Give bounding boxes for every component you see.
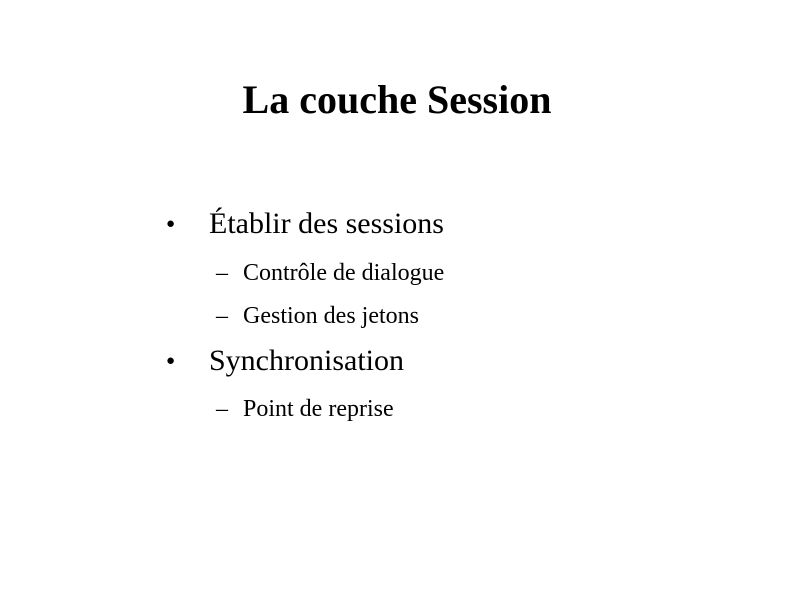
bullet-dot-icon: ● <box>166 216 176 232</box>
dash-icon: – <box>216 303 228 329</box>
dash-icon: – <box>216 396 228 422</box>
bullet-label: Établir des sessions <box>209 207 444 240</box>
subitem-label: Contrôle de dialogue <box>243 260 445 286</box>
dash-icon: – <box>216 260 228 286</box>
slide-title: La couche Session <box>242 77 552 122</box>
subitem-label: Point de reprise <box>243 396 394 422</box>
subitem-label: Gestion des jetons <box>243 303 419 329</box>
bullet-label: Synchronisation <box>209 344 404 377</box>
bullet-dot-icon: ● <box>166 353 176 369</box>
